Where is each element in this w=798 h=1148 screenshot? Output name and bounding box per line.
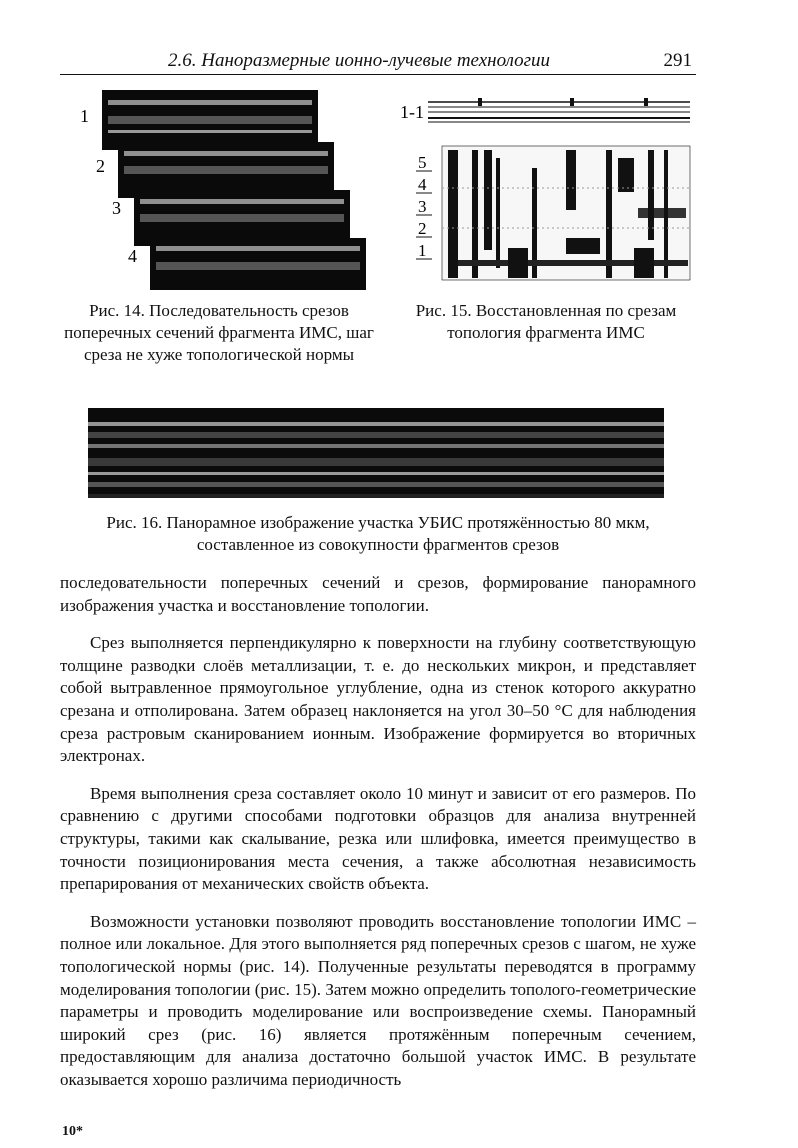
page-number: 291 (663, 50, 692, 71)
figure-16-panorama (88, 408, 664, 500)
layer-label-2: 2 (418, 219, 427, 238)
figure-14-caption: Рис. 14. Последовательность срезов поперечных сечений фрагмента ИМС, шаг среза не хуже топологической нормы (64, 301, 374, 364)
figure-15-caption: Рис. 15. Восстановленная по срезам топология фрагмента ИМС (415, 301, 677, 342)
layer-label-4: 4 (418, 175, 427, 194)
body-text (60, 572, 696, 1106)
signature-mark: 10* (62, 1124, 83, 1139)
slice-frame-3 (134, 190, 350, 246)
slice-label-4: 4 (128, 246, 137, 266)
slice-label-3: 3 (112, 198, 121, 218)
topology-map (442, 146, 690, 280)
slice-frame-2 (118, 142, 334, 198)
slice-frame-1 (102, 90, 318, 150)
page-header (60, 48, 696, 75)
layer-label-1: 1 (418, 241, 427, 260)
paragraph-4: Возможности установки позволяют проводить восстановление топологии ИМС – полное или локальное. Для этого выполняется ряд поперечных срезов с шагом, не хуже топологической нормы (рис. 14). Полученные результаты переводятся в программу моделирования топологии (рис. 15). Затем можно определить тополого-геометрические параметры и проводить моделирование или воспроизведение схемы. Панорамный широкий срез (рис. 16) является протяжённым поперечным сечением, предоставляющим для анализа достаточно большой участок ИМС. В результате оказывается хорошо различима периодичность (60, 911, 696, 1089)
paragraph-2: Срез выполняется перпендикулярно к поверхности на глубину соответствующую толщине разводки слоёв металлизации, т. е. до нескольких микрон, и представляет собой вытравленное прямоугольное углубление, одна из стенок которого аккуратно срезана и отполирована. Затем образец наклоняется на угол 30–50 °С для наблюдения среза растровым сканированием ионным. Изображение формируется во вторичных электронах. (60, 633, 696, 766)
paragraph-3: Время выполнения среза составляет около 10 минут и зависит от его размеров. По сравнению с другими способами подготовки образцов для анализа внутренней структуры, такими как скалывание, резка или шлифовка, имеется преимущество в точности позиционирования места сечения, а также абсолютная независимость препарирования от механических свойств объекта. (60, 783, 696, 894)
figure-14-slices (70, 86, 370, 292)
figure-16-caption: Рис. 16. Панорамное изображение участка УБИС протяжённостью 80 мкм, составленное из совокупности фрагментов срезов (106, 513, 650, 554)
slice-label-2: 2 (96, 156, 105, 176)
running-title: 2.6. Наноразмерные ионно-лучевые технологии (168, 50, 551, 71)
slice-label-1: 1 (80, 106, 89, 126)
section-label: 1-1 (400, 102, 424, 122)
paragraph-1: последовательности поперечных сечений и срезов, формирование панорамного изображения участка и восстановление топологии. (60, 573, 696, 615)
layer-labels (416, 153, 432, 260)
figure-15-topology (398, 88, 698, 294)
section-line-block (428, 98, 690, 122)
layer-label-5: 5 (418, 153, 427, 172)
layer-label-3: 3 (418, 197, 427, 216)
